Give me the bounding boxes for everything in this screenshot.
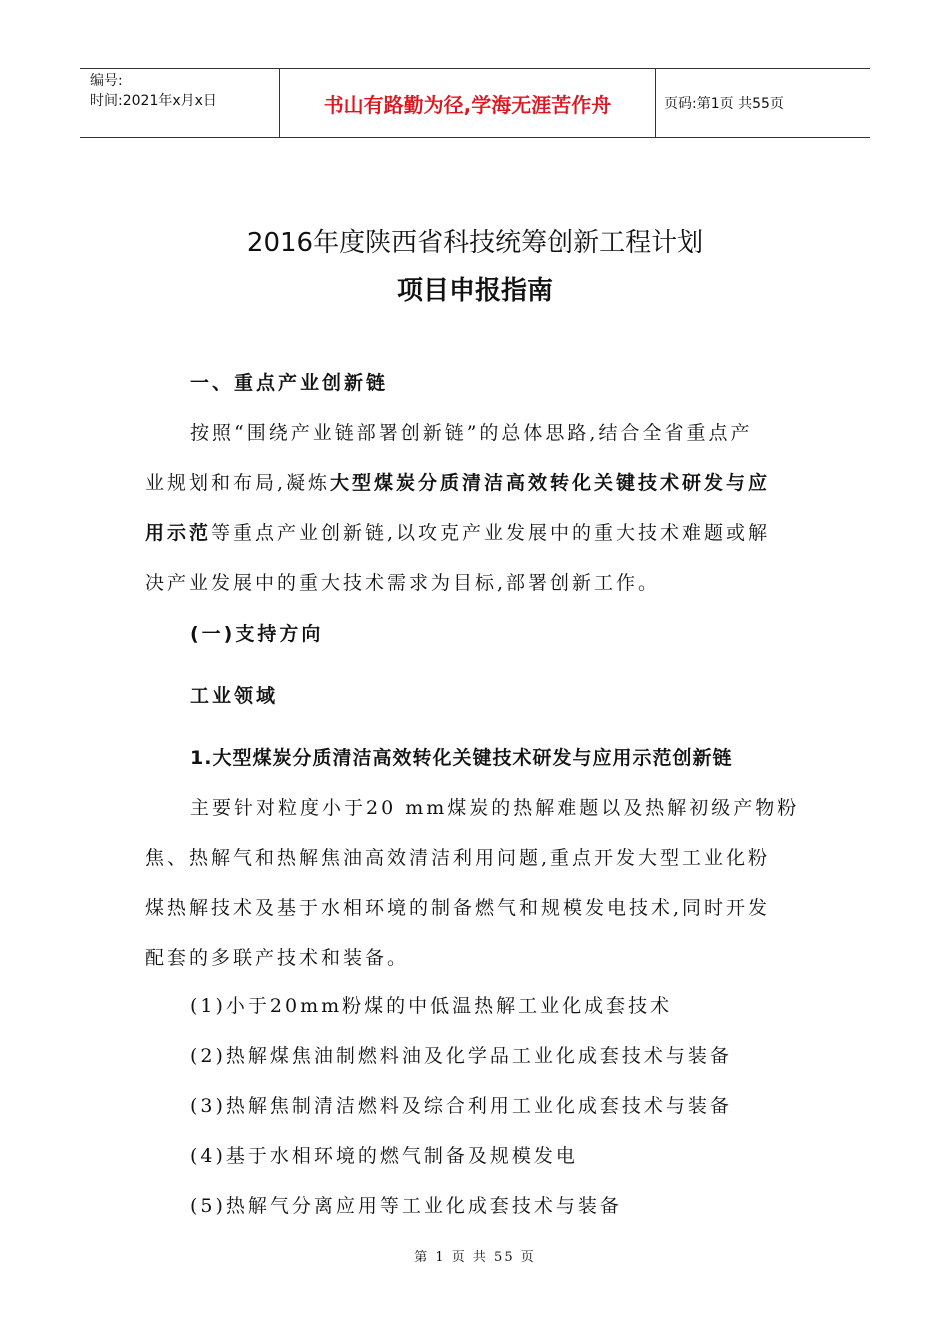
item1-body-line4: 配套的多联产技术和装备。 bbox=[145, 947, 410, 969]
item1-body-line3: 煤热解技术及基于水相环境的制备燃气和规模发电技术,同时开发 bbox=[145, 897, 771, 919]
number-label: 编号: bbox=[90, 73, 123, 89]
intro-line1: 按照“围绕产业链部署创新链”的总体思路,结合全省重点产 bbox=[190, 422, 753, 444]
header-page-info: 页码:第1页 共55页 bbox=[664, 96, 784, 112]
list-item: (3)热解焦制清洁燃料及综合利用工业化成套技术与装备 bbox=[190, 1095, 732, 1117]
intro-text: 等重点产业创新链,以攻克产业发展中的重大技术难题或解 bbox=[211, 522, 771, 544]
list-item: (4)基于水相环境的燃气制备及规模发电 bbox=[190, 1145, 578, 1167]
intro-line2 bbox=[145, 470, 810, 496]
list-item: (1)小于20mm粉煤的中低温热解工业化成套技术 bbox=[190, 995, 673, 1017]
section-heading: 一、重点产业创新链 bbox=[190, 372, 389, 394]
item1-body-line1: 主要针对粒度小于20 mm煤炭的热解难题以及热解初级产物粉 bbox=[190, 797, 800, 819]
header-motto: 书山有路勤为径,学海无涯苦作舟 bbox=[280, 69, 656, 137]
list-item: (5)热解气分离应用等工业化成套技术与装备 bbox=[190, 1195, 622, 1217]
header-meta bbox=[80, 69, 280, 137]
intro-bold-text: 大型煤炭分质清洁高效转化关键技术研发与应 bbox=[330, 472, 771, 494]
list-item: (2)热解煤焦油制燃料油及化学品工业化成套技术与装备 bbox=[190, 1045, 732, 1067]
item1-body-line2: 焦、热解气和热解焦油高效清洁利用问题,重点开发大型工业化粉 bbox=[145, 847, 771, 869]
intro-line3 bbox=[145, 520, 810, 546]
intro-text: 业规划和布局,凝炼 bbox=[145, 472, 331, 494]
intro-line4: 决产业发展中的重大技术需求为目标,部署创新工作。 bbox=[145, 572, 661, 594]
subheading-industry: 工业领域 bbox=[190, 685, 279, 707]
item1-heading: 1.大型煤炭分质清洁高效转化关键技术研发与应用示范创新链 bbox=[190, 747, 733, 769]
time-label: 时间:2021年x月x日 bbox=[90, 93, 217, 109]
page-footer: 第 1 页 共 55 页 bbox=[414, 1250, 536, 1265]
doc-title-line2: 项目申报指南 bbox=[396, 276, 553, 306]
subheading-support: (一)支持方向 bbox=[190, 623, 324, 645]
intro-bold-text: 用示范 bbox=[145, 522, 212, 544]
doc-title-line1: 2016年度陕西省科技统筹创新工程计划 bbox=[246, 228, 704, 258]
page-header bbox=[80, 68, 870, 138]
